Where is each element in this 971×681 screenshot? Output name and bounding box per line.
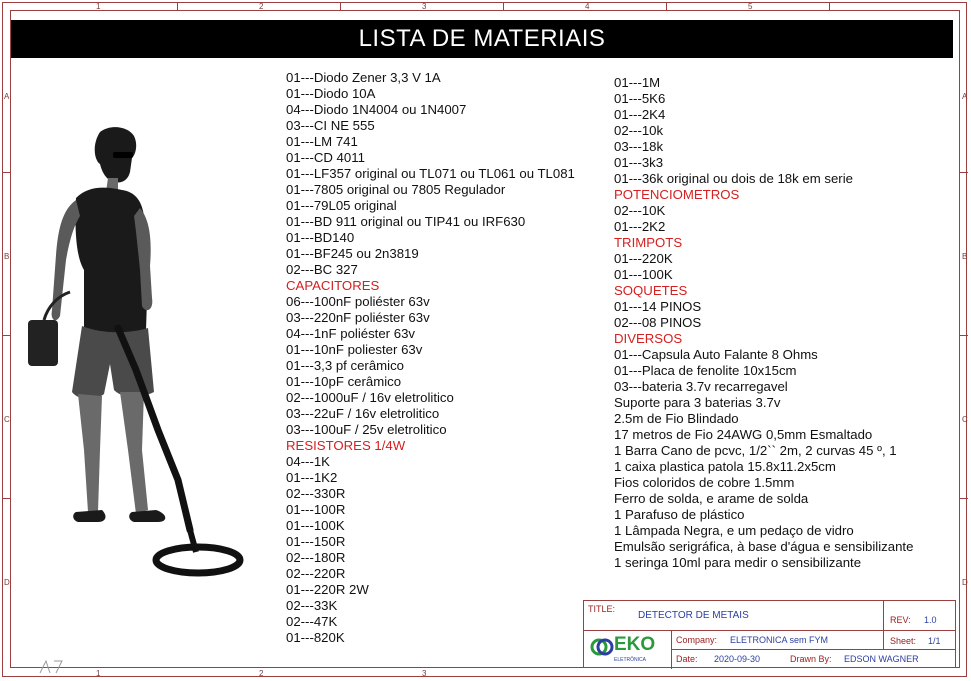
list-item: 01---100K (614, 267, 673, 282)
list-item: 04---1K (286, 454, 330, 469)
zone-col-4: 4 (585, 2, 590, 11)
drawn-by-label: Drawn By: (790, 654, 832, 664)
list-item: 02---47K (286, 614, 338, 629)
list-item: 02---08 PINOS (614, 315, 702, 330)
list-item: 01---1M (614, 75, 661, 90)
section-header-trimpots: TRIMPOTS (614, 235, 683, 250)
list-item: 1 Barra Cano de pcvc, 1/2`` 2m, 2 curvas 45 º, 1 (614, 443, 897, 458)
list-item: 04---Diodo 1N4004 ou 1N4007 (286, 102, 467, 117)
zone-tick (2, 335, 10, 336)
title-cell (584, 601, 884, 631)
list-item: 01---14 PINOS (614, 299, 702, 314)
zone-tick (503, 2, 504, 10)
corner-signature-mark (38, 657, 70, 675)
rev-value: 1.0 (924, 615, 937, 625)
list-item: 02---330R (286, 486, 346, 501)
zone-row-c: C (4, 415, 10, 424)
list-item: 03---100uF / 25v eletrolitico (286, 422, 447, 437)
list-item: 01---Capsula Auto Falante 8 Ohms (614, 347, 818, 362)
zone-col-1: 1 (96, 2, 101, 11)
list-item: Suporte para 3 baterias 3.7v (614, 395, 781, 410)
list-item: 02---BC 327 (286, 262, 358, 277)
zone-tick (960, 172, 968, 173)
zone-row-b: B (4, 252, 10, 261)
man-with-metal-detector-illustration (18, 120, 268, 590)
section-header-diversos: DIVERSOS (614, 331, 683, 346)
list-item: 02---33K (286, 598, 338, 613)
company-cell (672, 631, 884, 650)
list-item: 01---100R (286, 502, 346, 517)
list-item: 03---22uF / 16v eletrolitico (286, 406, 440, 421)
section-header-capacitores: CAPACITORES (286, 278, 380, 293)
list-item: 02---10K (614, 203, 666, 218)
title-block (583, 600, 956, 668)
section-header-potenciometros: POTENCIOMETROS (614, 187, 740, 202)
zone-col-2-bottom: 2 (259, 669, 264, 678)
zone-tick (960, 498, 968, 499)
zone-col-5: 5 (748, 2, 753, 11)
list-item: 1 seringa 10ml para medir o sensibilizante (614, 555, 862, 570)
section-header-soquetes: SOQUETES (614, 283, 688, 298)
list-item: 03---CI NE 555 (286, 118, 375, 133)
list-item: 01---100K (286, 518, 345, 533)
list-item: 01---3k3 (614, 155, 664, 170)
rev-label: REV: (890, 615, 911, 625)
zone-row-d-right: D (962, 578, 968, 587)
list-item: 01---2K2 (614, 219, 666, 234)
date-value: 2020-09-30 (714, 654, 761, 664)
list-item: 06---100nF poliéster 63v (286, 294, 430, 309)
list-item: 17 metros de Fio 24AWG 0,5mm Esmaltado (614, 427, 873, 442)
list-item: 01---36k original ou dois de 18k em serie (614, 171, 853, 186)
zone-tick (2, 172, 10, 173)
zone-tick (340, 2, 341, 10)
list-item: Fios coloridos de cobre 1.5mm (614, 475, 795, 490)
section-header-resistores: RESISTORES 1/4W (286, 438, 406, 453)
list-item: 01---79L05 original (286, 198, 397, 213)
list-item: 01---10pF cerâmico (286, 374, 402, 389)
logo-text: EKO (614, 634, 656, 655)
list-item: 01---10nF poliester 63v (286, 342, 423, 357)
list-item: 02---220R (286, 566, 346, 581)
list-item: 01---220K (614, 251, 673, 266)
list-item: Emulsão serigráfica, à base d'água e sensibilizante (614, 539, 914, 554)
list-item: 01---CD 4011 (286, 150, 365, 165)
company-logo (584, 631, 672, 669)
list-item: 01---7805 original ou 7805 Regulador (286, 182, 506, 197)
zone-row-c-right: C (962, 415, 968, 424)
zone-col-2: 2 (259, 2, 264, 11)
zone-tick (666, 2, 667, 10)
list-item: 02---180R (286, 550, 346, 565)
sheet-cell (884, 631, 955, 650)
title-value: DETECTOR DE METAIS (638, 610, 749, 621)
list-item: 02---1000uF / 16v eletrolitico (286, 390, 454, 405)
list-item: 01---3,3 pf cerâmico (286, 358, 404, 373)
list-item: 01---820K (286, 630, 345, 645)
list-item: 01---Placa de fenolite 10x15cm (614, 363, 797, 378)
company-label: Company: (676, 635, 718, 645)
zone-col-3: 3 (422, 2, 427, 11)
company-value: ELETRONICA sem FYM (730, 635, 829, 645)
list-item: 1 Parafuso de plástico (614, 507, 745, 522)
page-title: LISTA DE MATERIAIS (358, 25, 606, 52)
list-item: 01---BD140 (286, 230, 355, 245)
list-item: 01---Diodo 10A (286, 86, 376, 101)
zone-tick (829, 2, 830, 10)
parts-list-right (614, 75, 913, 571)
zone-row-a: A (4, 92, 10, 101)
list-item: 01---5K6 (614, 91, 666, 106)
list-item: 2.5m de Fio Blindado (614, 411, 739, 426)
list-item: 01---BF245 ou 2n3819 (286, 246, 419, 261)
zone-tick (2, 498, 10, 499)
list-item: 01---220R 2W (286, 582, 369, 597)
list-item: 02---10k (614, 123, 664, 138)
sheet-value: 1/1 (928, 636, 941, 646)
list-item: 1 caixa plastica patola 15.8x11.2x5cm (614, 459, 836, 474)
drawn-by-value: EDSON WAGNER (844, 654, 919, 664)
list-item: 01---BD 911 original ou TIP41 ou IRF630 (286, 214, 526, 229)
list-item: 01---LM 741 (286, 134, 358, 149)
zone-col-1-bottom: 1 (96, 669, 101, 678)
zone-tick (177, 2, 178, 10)
logo-subtext: ELETRÔNICA (614, 657, 646, 663)
title-label: TITLE: (588, 604, 616, 614)
list-item: 1 Lâmpada Negra, e um pedaço de vidro (614, 523, 854, 538)
zone-row-a-right: A (962, 92, 968, 101)
zone-col-3-bottom: 3 (422, 669, 427, 678)
zone-tick (960, 335, 968, 336)
list-item: 03---220nF poliéster 63v (286, 310, 430, 325)
list-item: 01---Diodo Zener 3,3 V 1A (286, 70, 441, 85)
rev-cell (884, 601, 955, 631)
sheet-label: Sheet: (890, 636, 917, 646)
list-item: 01---1K2 (286, 470, 338, 485)
date-label: Date: (676, 654, 698, 664)
list-item: 01---2K4 (614, 107, 666, 122)
list-item: 03---bateria 3.7v recarregavel (614, 379, 788, 394)
zone-row-b-right: B (962, 252, 968, 261)
parts-list-left (286, 70, 575, 646)
zone-row-d: D (4, 578, 10, 587)
list-item: 01---150R (286, 534, 346, 549)
title-banner (11, 20, 953, 58)
list-item: 04---1nF poliéster 63v (286, 326, 416, 341)
eko-logo-icon (590, 635, 614, 659)
list-item: 03---18k (614, 139, 664, 154)
list-item: Ferro de solda, e arame de solda (614, 491, 809, 506)
list-item: 01---LF357 original ou TL071 ou TL061 ou TL081 (286, 166, 575, 181)
date-drawn-cell (672, 650, 955, 667)
